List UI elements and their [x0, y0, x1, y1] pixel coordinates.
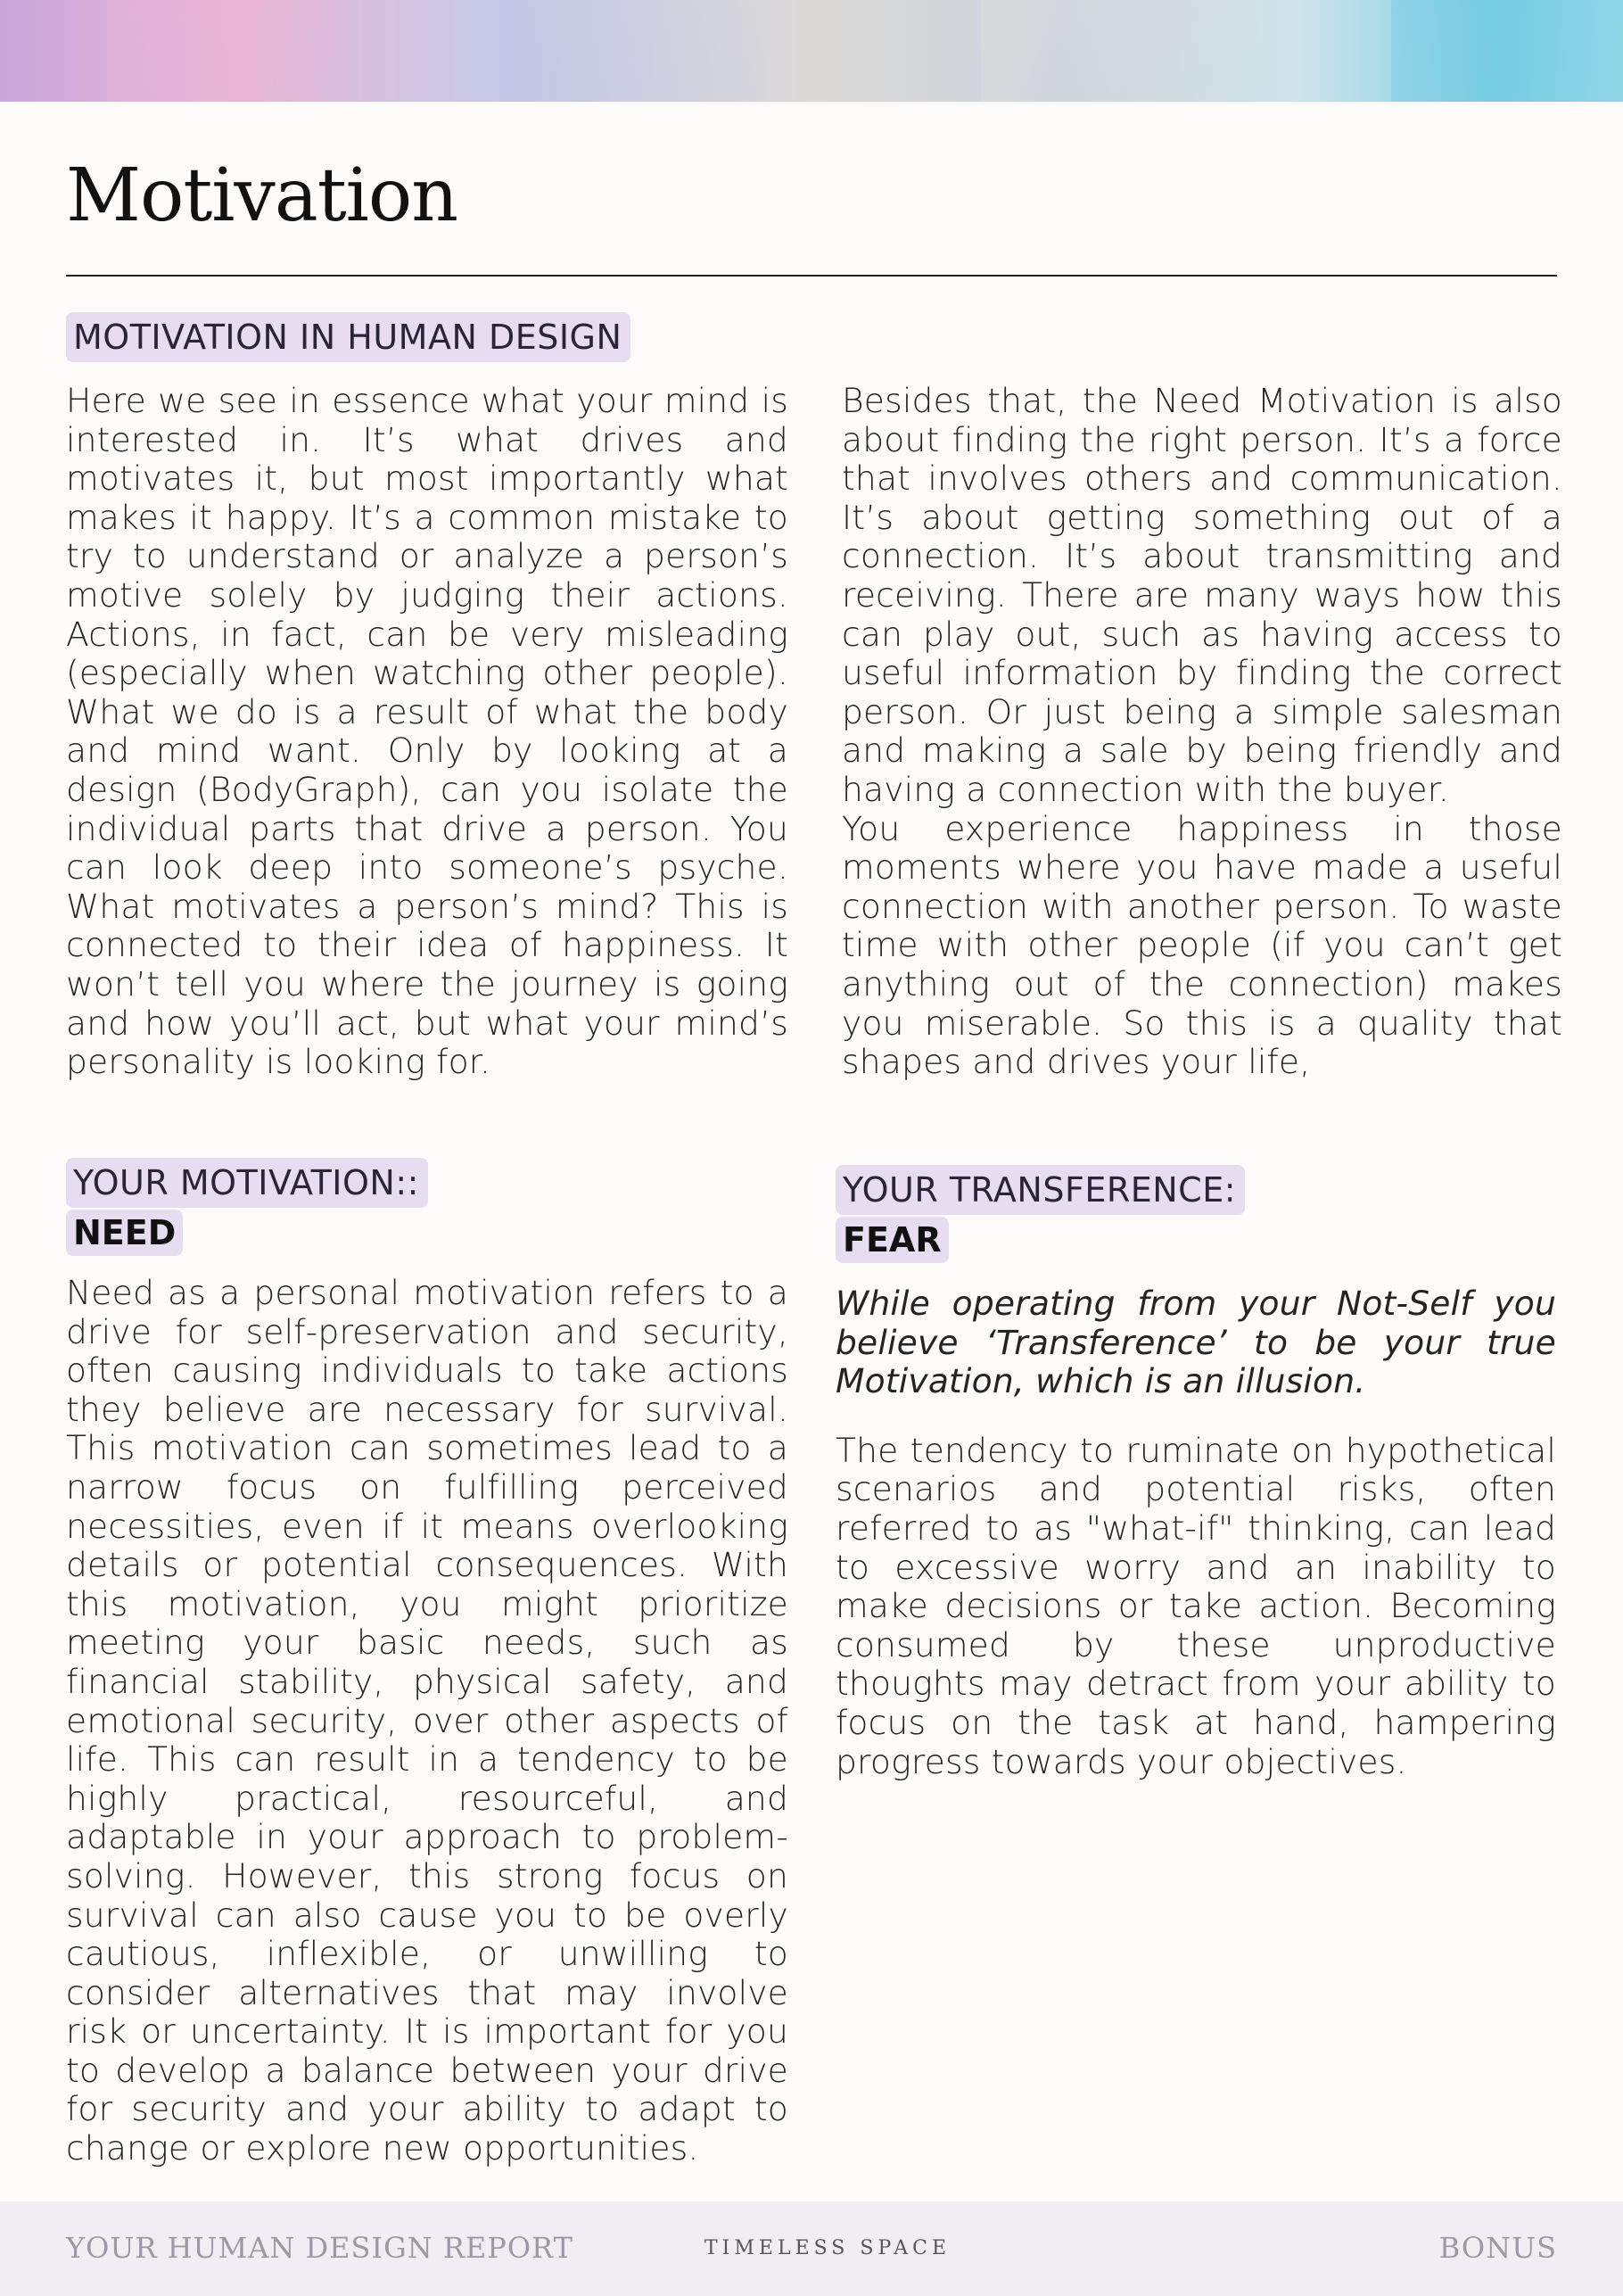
- motivation-label: YOUR MOTIVATION::: [66, 1158, 428, 1208]
- transference-intro: While operating from your Not-Self you believe ‘Transference’ to be your true Motivation, which is an illusion.: [836, 1284, 1556, 1401]
- intro-paragraph: Here we see in essence what your mind is interested in. It’s what drives and motivates it, but most importantly what makes it happy. It’s a common mistake to try to understand or analyze a person’s motive solely by judging their actions. Actions, in fact, can be very misleading (especially when watching other people). What we do is a result of what the body and mind want. Only by looking at a design (BodyGraph), can you isolate the individual parts that drive a person. You can look deep into someone’s psyche. What motivates a person’s mind? This is connected to their idea of happiness. It won’t tell you where the journey is going and how you’ll act, but what your mind’s personality is looking for.: [66, 381, 788, 1082]
- banner-facet: [499, 0, 767, 102]
- need-motivation-paragraph: Besides that, the Need Motivation is also about finding the right person. It’s a force that involves others and communication. It’s about getting something out of a connection. It’s about transmitting and receiving. There are many ways how this can play out, such as having access to useful information by finding the correct person. Or just being a simple salesman and making a sale by being friendly and having a connection with the buyer.: [842, 381, 1562, 809]
- transference-paragraph: The tendency to ruminate on hypothetical scenarios and potential risks, often referred to as "what-if" thinking, can lead to excessive worry and an inability to make decisions or take action. Becoming consumed by these unproductive thoughts may detract from your ability to focus on the task at hand, hampering progress towards your objectives.: [836, 1430, 1556, 1781]
- motivation-block: [66, 1158, 788, 2168]
- section-label-container: [66, 312, 788, 362]
- transference-label: YOUR TRANSFERENCE:: [836, 1165, 1245, 1215]
- motivation-value: NEED: [66, 1210, 183, 1256]
- banner-facet: [1391, 0, 1623, 102]
- title-divider: [66, 275, 1557, 277]
- section-label: MOTIVATION IN HUMAN DESIGN: [66, 312, 630, 362]
- footer-brand: TIMELESS SPACE: [704, 2237, 952, 2259]
- motivation-paragraph: Need as a personal motivation refers to a drive for self-preservation and security, often causing individuals to take actions they believe are necessary for survival. This motivation can sometimes lead to a narrow focus on fulfilling perceived necessities, even if it means overlooking details or potential consequences. With this motivation, you might prioritize meeting your basic needs, such as financial stability, physical safety, and emotional security, over other aspects of life. This can result in a tendency to be highly practical, resourceful, and adaptable in your approach to problem-solving. However, this strong focus on survival can also cause you to be overly cautious, inflexible, or unwilling to consider alternatives that may involve risk or uncertainty. It is important for you to develop a balance between your drive for security and your ability to adapt to change or explore new opportunities.: [66, 1273, 788, 2168]
- decorative-banner: [0, 0, 1623, 102]
- intro-column-left: [66, 382, 788, 1082]
- footer-report-title: YOUR HUMAN DESIGN REPORT: [66, 2231, 573, 2265]
- intro-column-right: [842, 382, 1562, 1082]
- page-title: Motivation: [66, 153, 458, 238]
- transference-value: FEAR: [836, 1217, 949, 1263]
- transference-block: [836, 1165, 1556, 1781]
- banner-facet: [981, 0, 1266, 102]
- footer-section-tag: BONUS: [1438, 2231, 1557, 2265]
- happiness-paragraph: You experience happiness in those moments where you have made a useful connection with another person. To waste time with other people (if you can’t get anything out of the connection) makes you miserable. So this is a quality that shapes and drives your life,: [842, 808, 1562, 1082]
- banner-facet: [107, 0, 339, 102]
